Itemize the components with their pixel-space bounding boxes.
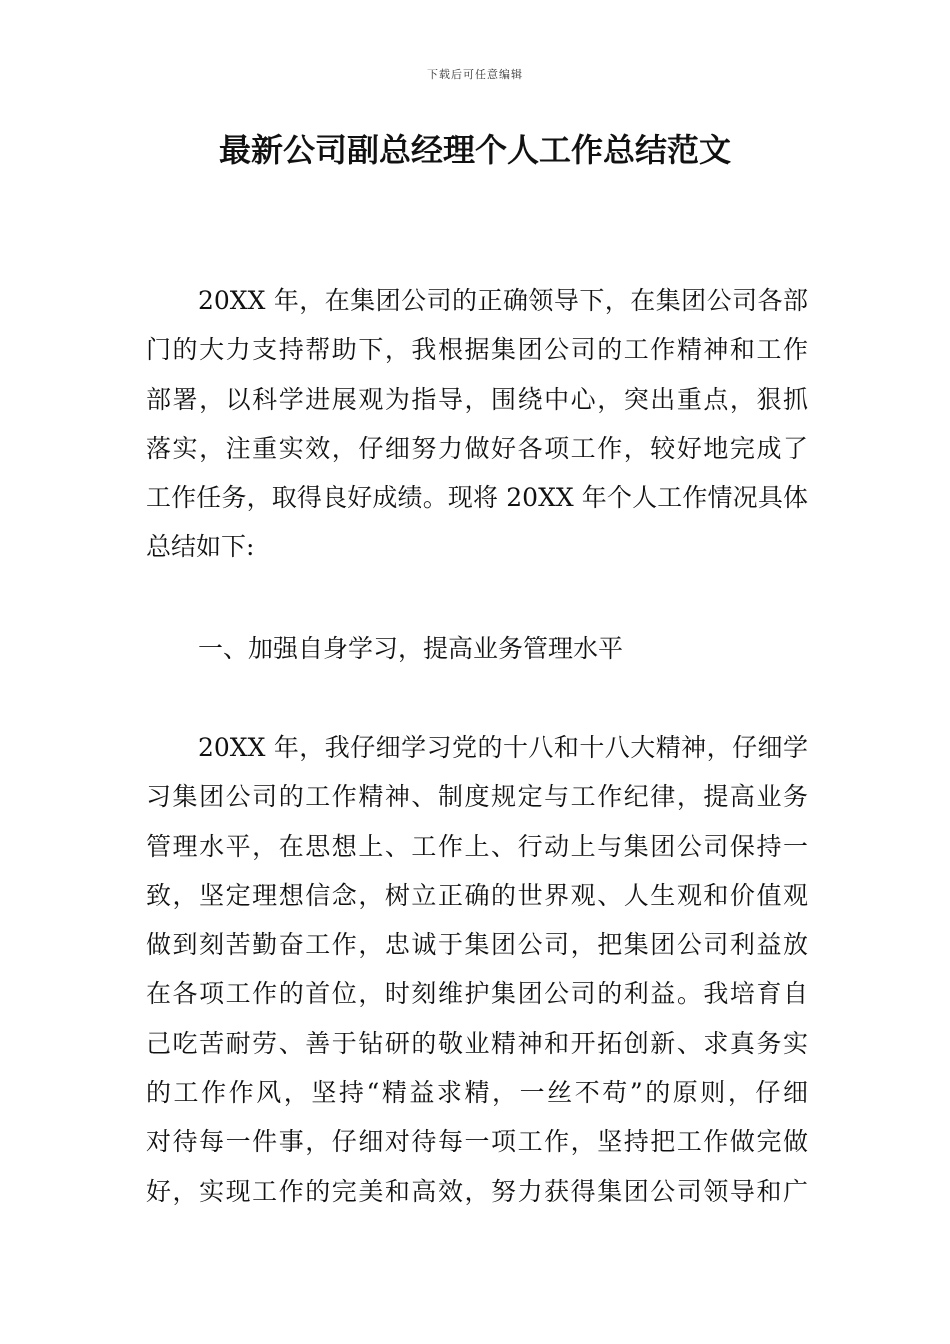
section-heading-text: 一、加强自身学习，提高业务管理水平: [198, 634, 624, 663]
section-heading: [146, 624, 808, 673]
text-line: 的工作作风，坚持“精益求精，一丝不苟”的原则，仔细: [146, 1078, 808, 1108]
text-line: 20XX 年，我仔细学习党的十八和十八大精神，仔细学: [198, 733, 808, 762]
text-line: 致，坚定理想信念，树立正确的世界观、人生观和价值观: [146, 880, 808, 910]
text-line: 20XX 年，在集团公司的正确领导下，在集团公司各部: [198, 286, 808, 315]
text-line: 好，实现工作的完美和高效，努力获得集团公司领导和广: [146, 1176, 808, 1206]
text-line: 习集团公司的工作精神、制度规定与工作纪律，提高业务: [146, 782, 808, 812]
text-line: 落实，注重实效，仔细努力做好各项工作，较好地完成了: [146, 433, 808, 463]
text-line: 部署，以科学进展观为指导，围绕中心，突出重点，狠抓: [146, 384, 808, 414]
text-line: 做到刻苦勤奋工作，忠诚于集团公司，把集团公司利益放: [146, 930, 808, 960]
text-line: 总结如下:: [146, 532, 255, 562]
document-title: 最新公司副总经理个人工作总结范文: [218, 131, 731, 169]
text-line: 在各项工作的首位，时刻维护集团公司的利益。我培育自: [146, 979, 808, 1009]
paragraph-study: [146, 723, 808, 1216]
paragraph-intro: [146, 276, 808, 572]
header-note: 下载后可任意编辑: [427, 68, 523, 81]
text-line: 门的大力支持帮助下，我根据集团公司的工作精神和工作: [146, 335, 808, 365]
text-line: 管理水平，在思想上、工作上、行动上与集团公司保持一: [146, 831, 808, 861]
text-line: 己吃苦耐劳、善于钻研的敬业精神和开拓创新、求真务实: [146, 1028, 808, 1058]
text-line: 工作任务，取得良好成绩。现将 20XX 年个人工作情况具体: [146, 483, 808, 513]
text-line: 对待每一件事，仔细对待每一项工作，坚持把工作做完做: [146, 1127, 808, 1157]
